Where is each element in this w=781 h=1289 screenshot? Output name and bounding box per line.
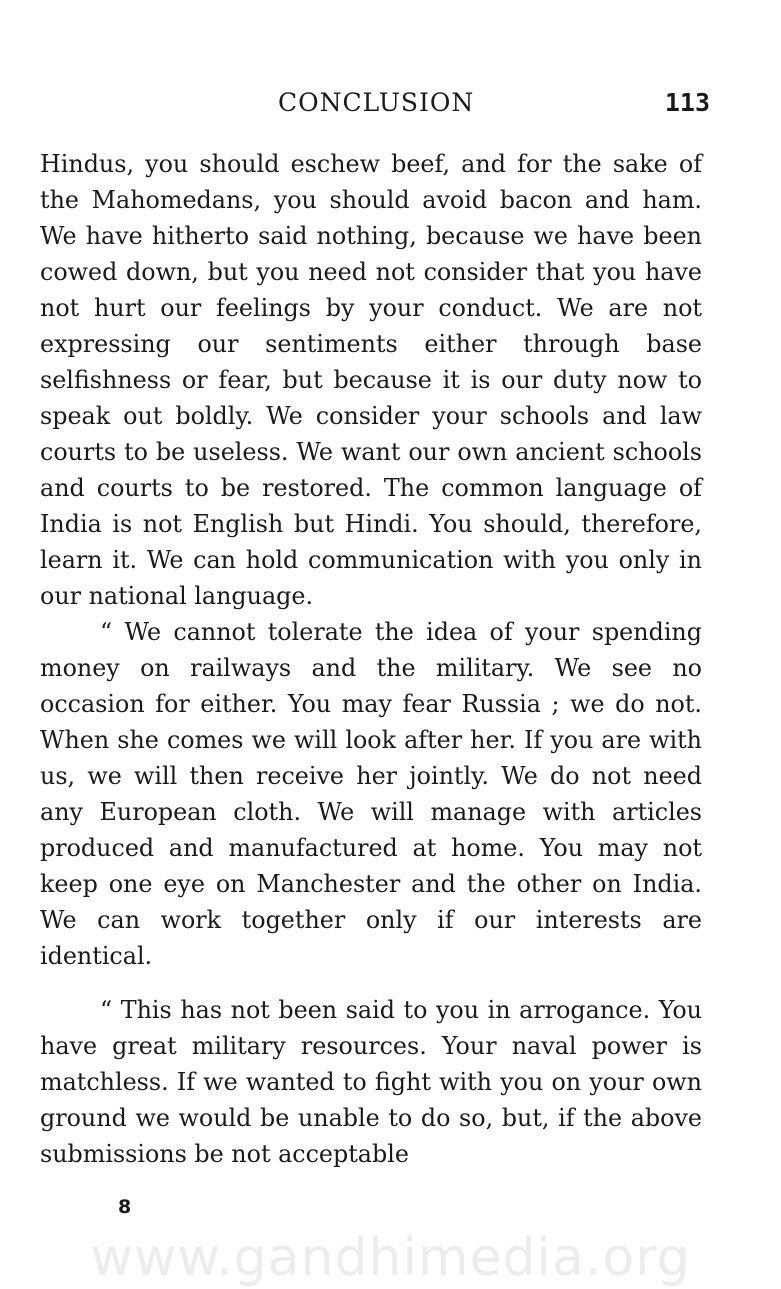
paragraph-2: “ We cannot tolerate the idea of your spending money on railways and the military. We see no occasion for either. You may fear Russia ; we do not. When she comes we will look after her. If you are with us, we will then receive her jointly. We do not need any European cloth. We will manage with articles produced and manufactured at home. You may not keep one eye on Manchester and the other on India. We can work together only if our interests are identical. [40, 618, 702, 970]
running-header [40, 88, 710, 122]
chapter-title: CONCLUSION [278, 88, 475, 117]
watermark: www.gandhimedia.org [90, 1228, 691, 1288]
body-text [40, 146, 702, 1172]
signature-mark: 8 [118, 1196, 132, 1218]
paragraph-3: “ This has not been said to you in arrogance. You have great military resources. Your naval power is matchless. If we wanted to fight with you on your own ground we would be unable to do so, but, if the above submissions be not acceptable [40, 996, 702, 1168]
paragraph-1: Hindus, you should eschew beef, and for the sake of the Mahomedans, you should avoid bacon and ham. We have hitherto said nothing, because we have been cowed down, but you need not consider that you have not hurt our feelings by your conduct. We are not expressing our sentiments either through base selfishness or fear, but because it is our duty now to speak out boldly. We consider your schools and law courts to be useless. We want our own ancient schools and courts to be restored. The common language of India is not English but Hindi. You should, therefore, learn it. We can hold communication with you only in our national language. [40, 150, 702, 610]
page-number: 113 [664, 88, 710, 117]
